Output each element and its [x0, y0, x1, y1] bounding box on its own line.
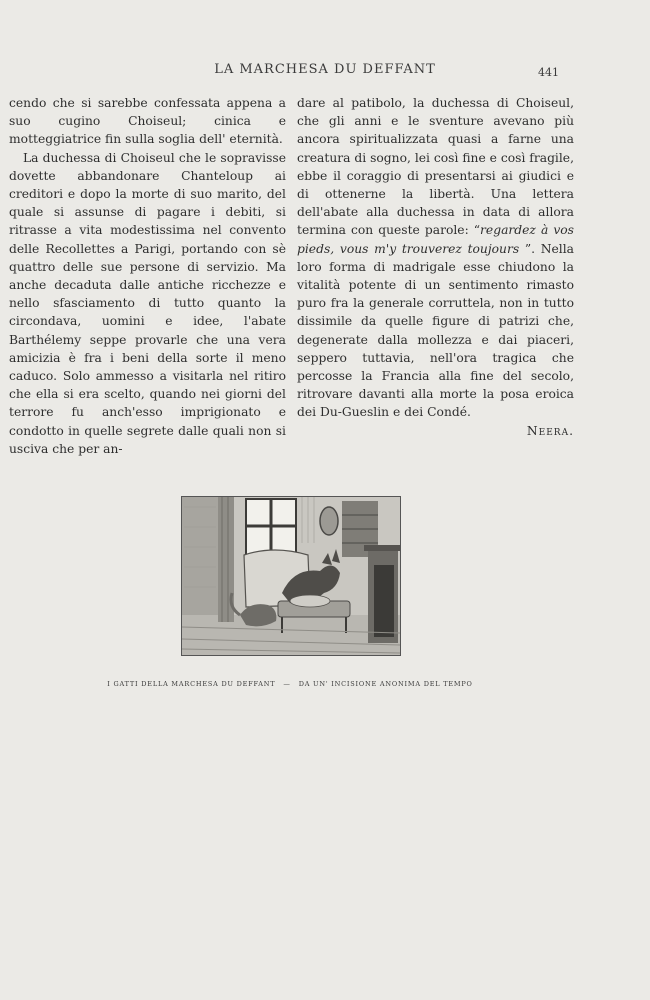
french-quote: regardez à vos pieds, vous m'y trouverez toujours	[297, 223, 574, 256]
author-signature: Neera.	[526, 423, 574, 438]
paragraph	[297, 94, 574, 422]
illustration-caption	[0, 680, 580, 688]
engraving-image	[182, 497, 400, 655]
engraving-illustration	[181, 496, 401, 656]
caption-title: I GATTI DELLA MARCHESA DU DEFFANT	[107, 680, 276, 688]
page-number: 441	[538, 66, 559, 79]
paragraph: La duchessa di Choiseul che le sopravisse dovette abbandonare Chanteloup ai creditori e dopo la morte di suo marito, del quale si assunse di pagare i debiti, si ritrasse a vita modestissima nel convento delle Recollettes a Parigi, portando con sè quattro delle sue persone di servizio. Ma anche decaduta dalle antiche ricchezze e nello sfasciamento di tutto quanto la circondava, uomini e idee, l'abate Barthélemy seppe provarle che una vera amicizia è fra i beni della sorte il meno caduco. Solo ammesso a visitarla nel ritiro che ella si era scelto, quando nei giorni del terrore fu anch'esso imprigionato e condotto in quelle segrete dalle quali non si usciva che per an-	[9, 150, 286, 456]
caption-source: DA UN' INCISIONE ANONIMA DEL TEMPO	[298, 680, 473, 688]
left-column	[9, 94, 286, 458]
paragraph: cendo che si sarebbe confessata appena a suo cugino Choiseul; cinica e motteggiatrice fin sulla soglia dell' eternità.	[9, 96, 286, 147]
paragraph-text: ”. Nella loro forma di madrigale esse chiudono la vitalità potente di un sentimento rimasto puro fra la generale corruttela, non in tutto dissimile da quelle figure di patrizi che, degenerate dalla mollezza e dai piaceri, seppero tuttavia, nell'ora tragica che percosse la Francia alla fine del secolo, ritrovare davanti alla morte la posa eroica dei Du-Gueslin e dei Condé.	[297, 241, 574, 420]
running-title: LA MARCHESA DU DEFFANT	[214, 62, 436, 77]
right-column	[297, 94, 574, 440]
caption-separator: —	[283, 680, 291, 688]
paragraph-text: dare al patibolo, la duchessa di Choiseul, che gli anni e le sventure avevano più ancora spiritualizzata quasi a farne una creatura di sogno, lei così fine e così fragile, ebbe il coraggio di presentarsi ai giudici e di ottenerne la libertà. Una lettera dell'abate alla duchessa in data di allora termina con queste parole: “	[297, 96, 574, 238]
